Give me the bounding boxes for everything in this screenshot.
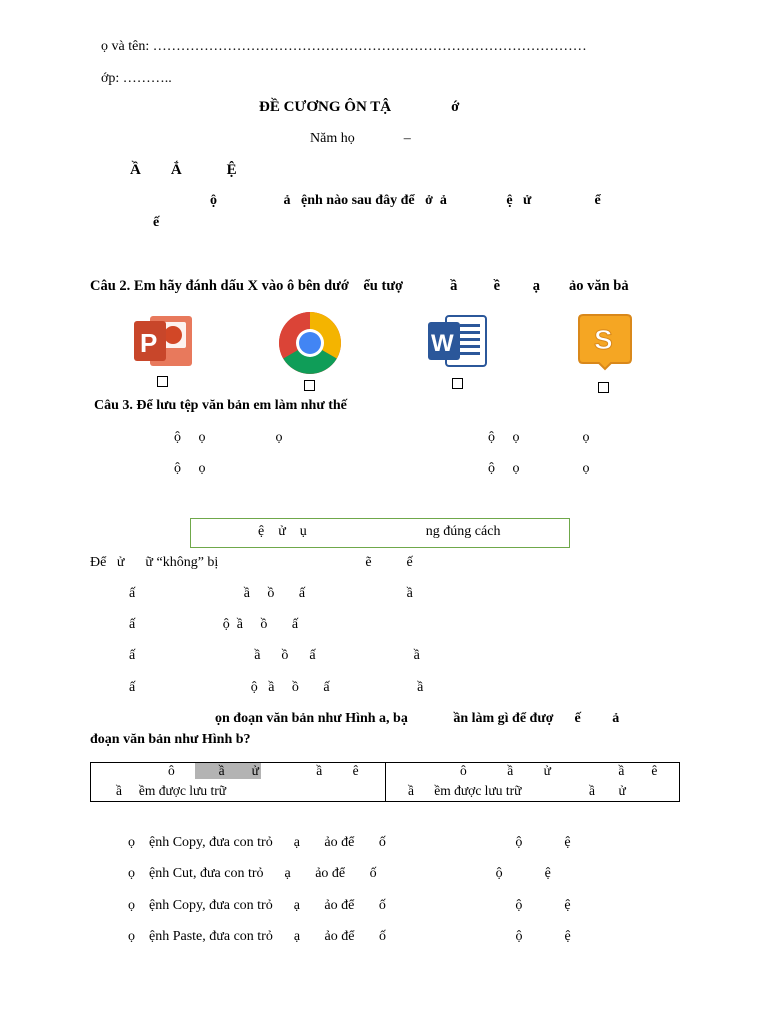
- question-5-line-2: đoạn văn bản như Hình b?: [90, 732, 251, 747]
- q3-option-c: ộ ọ ọ: [488, 430, 590, 445]
- table-right-line-1: ô ầ ử ầ ê: [460, 763, 658, 778]
- q5-option-b: ọ ệnh Cut, đưa con trỏ ạ ảo để ố ộ ệ: [128, 866, 551, 881]
- q5-option-c: ọ ệnh Copy, đưa con trỏ ạ ảo để ố ộ ệ: [128, 898, 571, 913]
- checkbox-powerpoint[interactable]: [157, 376, 168, 387]
- svg-text:W: W: [431, 330, 454, 357]
- checkbox-chrome[interactable]: [304, 380, 315, 391]
- q4-option-a: ấ ầ ồ ấ ầ: [129, 586, 413, 601]
- school-year: Năm họ –: [310, 131, 411, 146]
- svg-text:S: S: [594, 324, 613, 355]
- table-left-line-1: ô ầ ử ầ ê: [168, 763, 359, 778]
- q4-option-d: ấ ộ ầ ồ ấ ầ: [129, 680, 424, 695]
- checkbox-scratch[interactable]: [598, 382, 609, 393]
- name-line: ọ và tên: …………………………………………………………………………………: [101, 39, 587, 54]
- q4-option-c: ấ ầ ồ ấ ầ: [129, 648, 420, 663]
- checkbox-word[interactable]: [452, 378, 463, 389]
- page-title: ĐỀ CƯƠNG ÔN TẬ ớ: [259, 99, 460, 115]
- question-1-line-2: ế: [153, 215, 160, 230]
- question-5-line-1: ọn đoạn văn bản như Hình a, bạ ần làm gì để đượ ế ả: [215, 711, 620, 726]
- q5-option-a: ọ ệnh Copy, đưa con trỏ ạ ảo để ố ộ ệ: [128, 835, 571, 850]
- q3-option-a: ộ ọ ọ: [174, 430, 283, 445]
- question-3-text: Câu 3. Để lưu tệp văn bản em làm như thế: [94, 398, 347, 413]
- table-divider: [385, 763, 386, 801]
- scratch-icon: [577, 311, 633, 376]
- q3-option-d: ộ ọ ọ: [488, 461, 590, 476]
- word-icon: [426, 312, 488, 375]
- q3-option-b: ộ ọ: [174, 461, 206, 476]
- question-4-intro: Để ử ữ “không” bị ẽ ế: [90, 555, 413, 570]
- section-heading: Ầ Ắ Ệ: [130, 162, 237, 178]
- table-left-line-2: ầ ềm được lưu trữ: [116, 783, 227, 798]
- question-2-text: Câu 2. Em hãy đánh dấu X vào ô bên dướ ểu tượ ầ ề ạ ảo văn bả: [90, 278, 629, 294]
- chrome-icon: [278, 311, 342, 380]
- class-line: ớp: ………..: [101, 71, 172, 86]
- section-box-text: ệ ử ụ ng đúng cách: [258, 524, 501, 539]
- table-right-line-2: ầ ềm được lưu trữ ầ ử: [408, 783, 626, 798]
- svg-text:P: P: [140, 328, 158, 358]
- question-1-line-1: ộ ả ệnh nào sau đây để ở ả ệ ử ể: [210, 193, 601, 208]
- q5-option-d: ọ ệnh Paste, đưa con trỏ ạ ảo để ố ộ ệ: [128, 929, 571, 944]
- powerpoint-icon: [132, 312, 194, 375]
- q4-option-b: ấ ộ ầ ồ ấ: [129, 617, 299, 632]
